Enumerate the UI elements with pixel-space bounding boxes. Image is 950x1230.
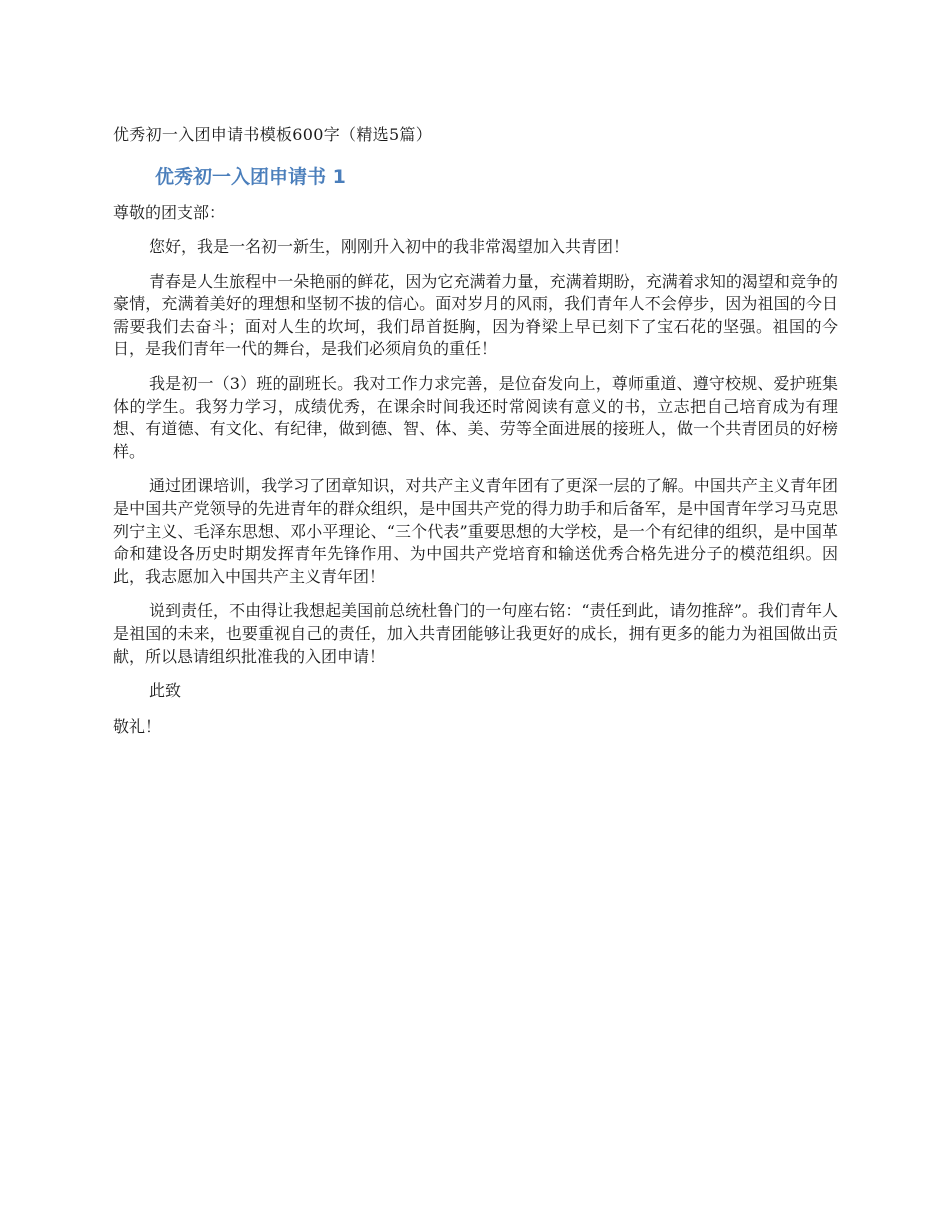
paragraph-greeting: 您好，我是一名初一新生，刚刚升入初中的我非常渴望加入共青团！	[149, 237, 630, 256]
paragraph-self-introduction: 我是初一（3）班的副班长。我对工作力求完善，是位奋发向上，尊师重道、遵守校规、爱护班集体的学生。我努力学习，成绩优秀，在课余时间我还时常阅读有意义的书，立志把自己培育成为有理想、有道德、有文化、有纪律，做到德、智、体、美、劳等全面进展的接班人，做一个共青团员的好榜样。	[113, 373, 838, 461]
salutation: 尊敬的团支部：	[113, 203, 226, 222]
document-title: 优秀初一入团申请书模板600字（精选5篇）	[113, 125, 433, 144]
closing: 此致	[149, 681, 182, 701]
paragraph-league-knowledge: 通过团课培训，我学习了团章知识，对共产主义青年团有了更深一层的了解。中国共产主义青年团是中国共产党领导的先进青年的群众组织，是中国共产党的得力助手和后备军，是中国青年学习马克思列宁主义、毛泽东思想、邓小平理论、“三个代表”重要思想的大学校，是一个有纪律的组织，是中国革命和建设各历史时期发挥青年先锋作用、为中国共产党培育和输送优秀合格先进分子的模范组织。因此，我志愿加入中国共产主义青年团！	[113, 476, 838, 586]
section-heading: 优秀初一入团申请书 1	[155, 166, 346, 188]
paragraph-responsibility: 说到责任，不由得让我想起美国前总统杜鲁门的一句座右铭：“责任到此，请勿推辞”。我们青年人是祖国的未来，也要重视自己的责任，加入共青团能够让我更好的成长，拥有更多的能力为祖国做出贡献，所以恳请组织批准我的入团申请！	[113, 601, 838, 666]
document-body	[113, 123, 838, 738]
paragraph-youth: 青春是人生旅程中一朵艳丽的鲜花，因为它充满着力量，充满着期盼，充满着求知的渴望和竞争的豪情，充满着美好的理想和坚韧不拔的信心。面对岁月的风雨，我们青年人不会停步，因为祖国的今日需要我们去奋斗；面对人生的坎坷，我们昂首挺胸，因为脊梁上早已刻下了宝石花的坚强。祖国的今日，是我们青年一代的舞台，是我们必须肩负的重任！	[113, 271, 838, 359]
regards: 敬礼！	[113, 717, 162, 737]
